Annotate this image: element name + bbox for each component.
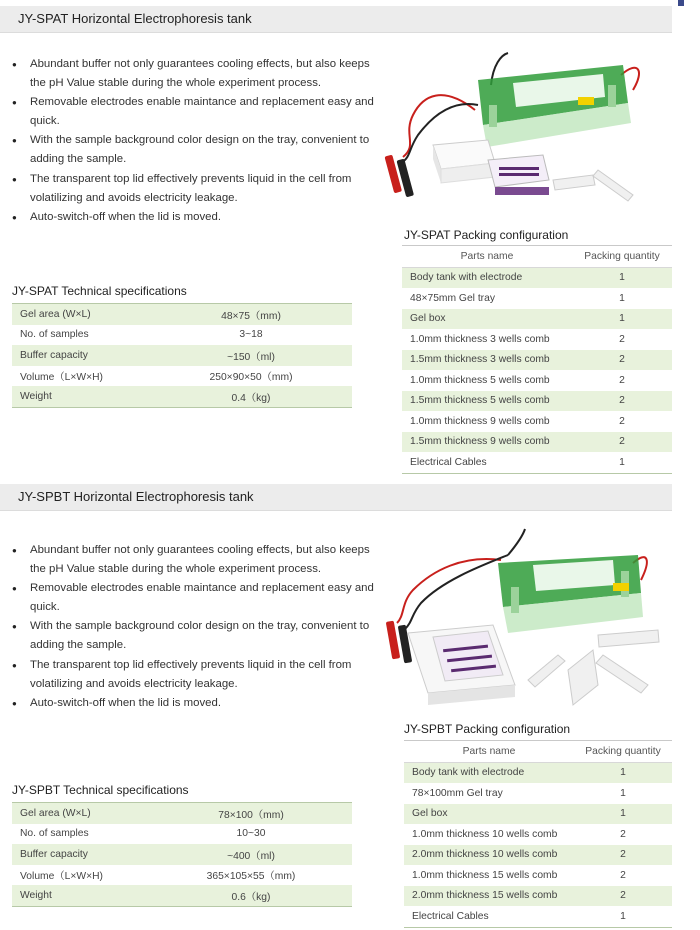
spec-value: 0.6（kg) (150, 885, 352, 906)
spec-label: Volume（L×W×H) (20, 871, 103, 883)
table-row (402, 329, 672, 350)
part-qty: 2 (619, 374, 625, 386)
corner-mark (678, 0, 684, 6)
part-name: 1.0mm thickness 9 wells comb (410, 415, 550, 427)
feature-item: ● The transparent top lid effectively prevents liquid in the cell from volatilizing and avoids electricity leakage. (12, 170, 382, 208)
part-name: 1.5mm thickness 5 wells comb (402, 391, 572, 412)
part-name: 1.0mm thickness 3 wells comb (410, 333, 550, 345)
table-header-row (402, 246, 672, 268)
feature-item: ● Removable electrodes enable maintance and replacement easy and quick. (12, 579, 382, 617)
table-row (402, 411, 672, 432)
table-row (404, 762, 672, 783)
table-row (404, 886, 672, 907)
spec-value: 0.4（kg) (150, 386, 352, 407)
table-row (402, 391, 672, 412)
packing-heading: JY-SPBT Packing configuration (404, 722, 571, 736)
table-row (404, 865, 672, 886)
part-name: 1.0mm thickness 10 wells comb (412, 828, 558, 840)
part-name: 1.0mm thickness 5 wells comb (410, 374, 550, 386)
table-row (402, 432, 672, 453)
spec-value: 78×100（mm) (150, 803, 352, 824)
part-qty: 2 (620, 869, 626, 881)
part-name: Electrical Cables (410, 456, 487, 468)
feature-item: ● Auto-switch-off when the lid is moved. (12, 208, 382, 227)
packing-table (402, 245, 672, 474)
table-row (12, 345, 352, 366)
table-row (12, 304, 352, 325)
table-row (12, 325, 352, 346)
part-name: 1.5mm thickness 9 wells comb (402, 432, 572, 453)
spec-label: Gel area (W×L) (12, 304, 150, 325)
column-header-qty: Packing quantity (574, 741, 672, 763)
feature-list (12, 55, 382, 227)
part-qty: 1 (574, 804, 672, 825)
packing-heading: JY-SPAT Packing configuration (404, 228, 569, 242)
column-header-qty: Packing quantity (572, 246, 672, 268)
part-qty: 2 (572, 350, 672, 371)
table-row (404, 824, 672, 845)
table-row (12, 844, 352, 865)
column-header-name: Parts name (402, 246, 572, 268)
part-name: Body tank with electrode (404, 762, 574, 783)
part-name: 48×75mm Gel tray (410, 292, 495, 304)
feature-item: ● Abundant buffer not only guarantees cooling effects, but also keeps the pH Value stable during the whole experiment process. (12, 55, 382, 93)
specs-table (12, 802, 352, 907)
part-qty: 2 (572, 391, 672, 412)
table-row (402, 350, 672, 371)
spec-value: ~150（ml) (150, 345, 352, 366)
spec-label: Gel area (W×L) (12, 803, 150, 824)
table-row (404, 783, 672, 804)
part-qty: 2 (574, 886, 672, 907)
part-qty: 1 (620, 910, 626, 922)
feature-list (12, 541, 382, 713)
part-qty: 1 (620, 787, 626, 799)
spec-label: No. of samples (20, 828, 89, 840)
spec-value: 250×90×50（mm) (209, 372, 293, 384)
spec-value: 10~30 (236, 828, 266, 840)
table-header-row (404, 741, 672, 763)
feature-item: ● With the sample background color design on the tray, convenient to adding the sample. (12, 617, 382, 655)
section-title: JY-SPBT Horizontal Electrophoresis tank (18, 489, 254, 504)
section-title-bar (0, 6, 672, 33)
section-title-bar (0, 484, 672, 511)
spec-label: Volume（L×W×H) (20, 372, 103, 384)
part-name: 2.0mm thickness 15 wells comb (404, 886, 574, 907)
product-image-tank (383, 525, 673, 715)
table-row (404, 906, 672, 927)
feature-item: ● With the sample background color design on the tray, convenient to adding the sample. (12, 131, 382, 169)
part-qty: 1 (619, 456, 625, 468)
table-row (12, 885, 352, 906)
table-row (12, 865, 352, 886)
spec-value: 365×105×55（mm) (206, 871, 296, 883)
part-name: 1.0mm thickness 15 wells comb (412, 869, 558, 881)
feature-item: ● Auto-switch-off when the lid is moved. (12, 694, 382, 713)
feature-item: ● The transparent top lid effectively prevents liquid in the cell from volatilizing and avoids electricity leakage. (12, 656, 382, 694)
specs-table (12, 303, 352, 408)
table-row (12, 386, 352, 407)
table-row (402, 267, 672, 288)
spec-value: ~400（ml) (150, 844, 352, 865)
table-row (404, 845, 672, 866)
table-row (402, 370, 672, 391)
part-name: Body tank with electrode (402, 267, 572, 288)
part-qty: 1 (572, 309, 672, 330)
packing-table (404, 740, 672, 928)
part-name: Gel box (404, 804, 574, 825)
part-qty: 1 (619, 292, 625, 304)
part-qty: 1 (574, 762, 672, 783)
column-header-name: Parts name (404, 741, 574, 763)
part-qty: 2 (620, 828, 626, 840)
product-image-tank (383, 45, 673, 225)
feature-item: ● Removable electrodes enable maintance and replacement easy and quick. (12, 93, 382, 131)
table-row (12, 803, 352, 824)
section-title: JY-SPAT Horizontal Electrophoresis tank (18, 11, 252, 26)
part-qty: 2 (619, 333, 625, 345)
table-row (402, 288, 672, 309)
part-name: Electrical Cables (412, 910, 489, 922)
table-row (12, 366, 352, 387)
part-name: 2.0mm thickness 10 wells comb (404, 845, 574, 866)
part-name: 78×100mm Gel tray (412, 787, 503, 799)
table-row (402, 452, 672, 473)
spec-label: Buffer capacity (12, 345, 150, 366)
table-row (402, 309, 672, 330)
table-row (12, 824, 352, 845)
specs-heading: JY-SPBT Technical specifications (12, 783, 189, 797)
part-qty: 2 (619, 415, 625, 427)
feature-item: ● Abundant buffer not only guarantees cooling effects, but also keeps the pH Value stable during the whole experiment process. (12, 541, 382, 579)
part-qty: 1 (572, 267, 672, 288)
part-qty: 2 (574, 845, 672, 866)
spec-label: Buffer capacity (12, 844, 150, 865)
specs-heading: JY-SPAT Technical specifications (12, 284, 187, 298)
part-qty: 2 (572, 432, 672, 453)
spec-value: 48×75（mm) (150, 304, 352, 325)
spec-label: Weight (12, 885, 150, 906)
part-name: Gel box (402, 309, 572, 330)
spec-label: No. of samples (20, 329, 89, 341)
table-row (404, 804, 672, 825)
part-name: 1.5mm thickness 3 wells comb (402, 350, 572, 371)
spec-label: Weight (12, 386, 150, 407)
spec-value: 3~18 (239, 329, 263, 341)
